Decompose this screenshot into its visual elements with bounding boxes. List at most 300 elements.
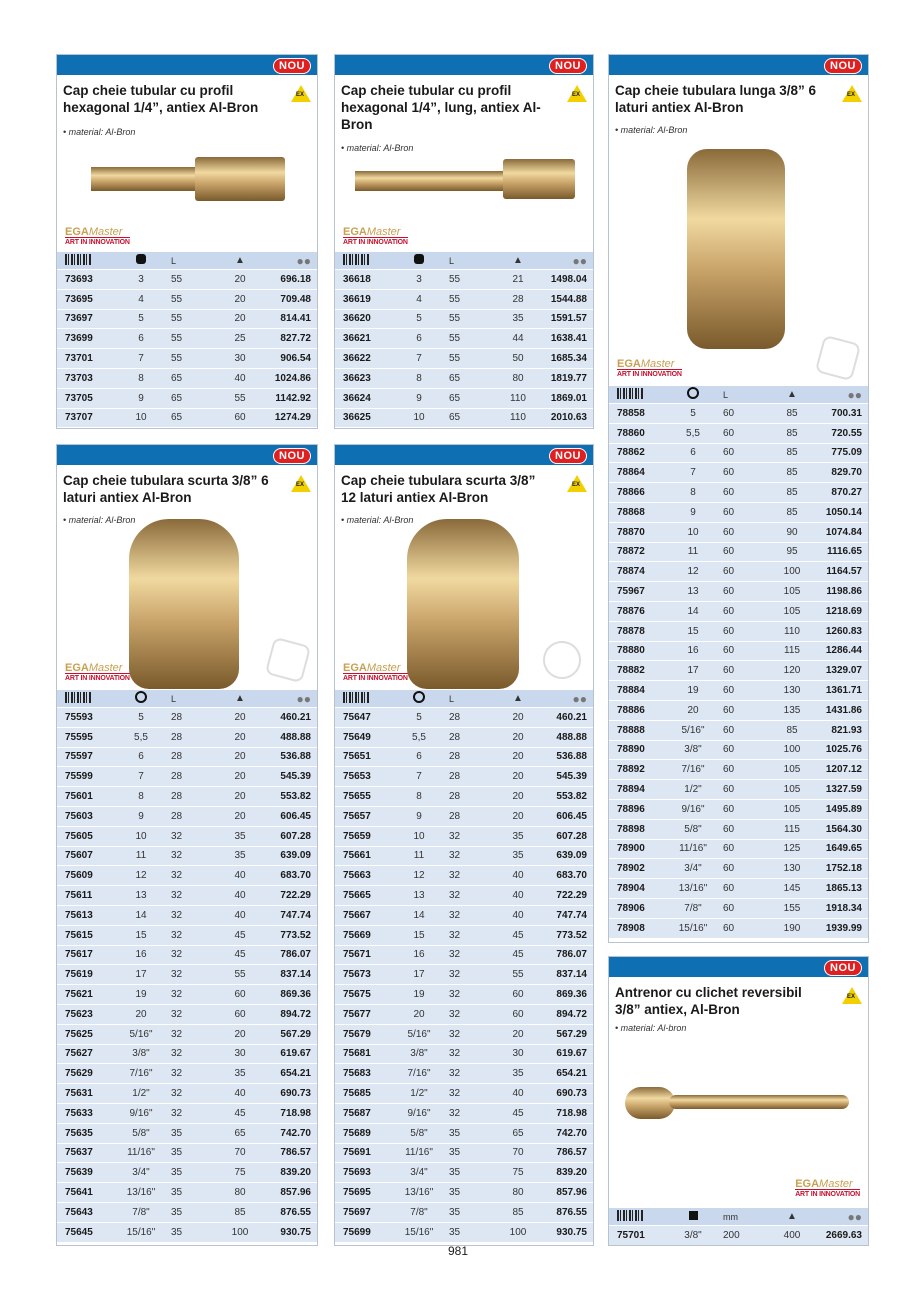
cell-price: 1274.29 — [274, 412, 311, 424]
cell-weight: 35 — [234, 850, 246, 862]
cell-weight: 40 — [512, 890, 524, 902]
cell-size: 10 — [413, 830, 425, 842]
cell-length: 32 — [449, 1068, 461, 1080]
table-row — [609, 641, 868, 661]
table-row — [335, 328, 593, 348]
cell-length: 32 — [449, 830, 461, 842]
cell-length: 60 — [723, 843, 735, 855]
cell-size: 17 — [687, 665, 699, 677]
cell-size: 3/8" — [132, 1048, 150, 1060]
cell-length: 65 — [449, 412, 461, 424]
table-row — [335, 1083, 593, 1103]
cell-length: 32 — [171, 929, 183, 941]
cell-length: 32 — [449, 909, 461, 921]
cell-weight: 40 — [512, 1088, 524, 1100]
weight-icon: ▲ — [235, 693, 245, 704]
cell-weight: 35 — [512, 313, 524, 325]
barcode-icon — [65, 254, 91, 265]
cell-size: 5/16" — [129, 1028, 153, 1040]
cell-length: 65 — [171, 372, 183, 384]
cell-price: 1074.84 — [825, 526, 862, 538]
cell-size: 5 — [416, 711, 422, 723]
cell-size: 15/16" — [678, 922, 708, 934]
cell-price: 722.29 — [556, 890, 587, 902]
cell-price: 1260.83 — [825, 625, 862, 637]
cell-size: 13/16" — [126, 1187, 156, 1199]
cell-length: 28 — [449, 731, 461, 743]
circle-outline-icon — [401, 691, 437, 706]
table-row — [609, 660, 868, 680]
cell-size: 12 — [687, 566, 699, 578]
cell-price: 1431.86 — [825, 704, 862, 716]
cell-length: 55 — [449, 353, 461, 365]
panel-header-bar — [609, 55, 868, 75]
table-row — [57, 348, 317, 368]
cell-price: 1024.86 — [274, 372, 311, 384]
cell-size: 1/2" — [410, 1088, 428, 1100]
cell-weight: 20 — [512, 711, 524, 723]
cell-weight: 70 — [512, 1147, 524, 1159]
product-table — [335, 251, 593, 427]
cell-price: 722.29 — [280, 890, 311, 902]
cell-price: 545.39 — [556, 771, 587, 783]
cell-length: 32 — [449, 1048, 461, 1060]
product-table — [609, 1207, 868, 1245]
cell-size: 9 — [416, 810, 422, 822]
brand-logo: EGAMaster ART IN INNOVATION — [795, 1178, 860, 1198]
cell-weight: 20 — [512, 731, 524, 743]
cell-price: 567.29 — [280, 1028, 311, 1040]
length-header: L — [171, 255, 177, 266]
table-row — [335, 309, 593, 329]
cell-size: 14 — [135, 909, 147, 921]
cell-weight: 80 — [234, 1187, 246, 1199]
cell-code: 78892 — [617, 764, 645, 776]
cell-code: 75699 — [343, 1226, 371, 1238]
cell-weight: 55 — [512, 969, 524, 981]
cell-price: 1865.13 — [825, 883, 862, 895]
table-header — [335, 251, 593, 269]
cell-weight: 35 — [234, 830, 246, 842]
cell-length: 32 — [449, 1028, 461, 1040]
table-row — [609, 720, 868, 740]
table-row — [57, 1083, 317, 1103]
cell-price: 460.21 — [556, 711, 587, 723]
cell-weight: 100 — [783, 566, 801, 578]
cell-weight: 105 — [783, 803, 801, 815]
cell-code: 75669 — [343, 929, 371, 941]
page-number: 981 — [448, 1244, 469, 1258]
cell-weight: 115 — [784, 823, 800, 835]
cell-size: 11 — [135, 850, 147, 862]
cell-price: 639.09 — [556, 850, 587, 862]
cell-price: 1564.30 — [825, 823, 862, 835]
table-row — [57, 1182, 317, 1202]
cell-weight: 80 — [512, 1187, 524, 1199]
cell-size: 7/16" — [407, 1068, 431, 1080]
cell-length: 60 — [723, 487, 735, 499]
cell-code: 78880 — [617, 645, 645, 657]
cell-price: 718.98 — [556, 1107, 587, 1119]
table-row — [609, 918, 868, 938]
cell-length: 55 — [449, 273, 461, 285]
brand-logo: EGAMaster ART IN INNOVATION — [617, 358, 682, 378]
cell-size: 8 — [416, 372, 422, 384]
cell-length: 28 — [449, 711, 461, 723]
table-header — [609, 1207, 868, 1225]
weight-icon: ▲ — [513, 255, 523, 266]
cell-size: 14 — [687, 605, 699, 617]
table-row — [57, 786, 317, 806]
table-row — [335, 1004, 593, 1024]
cell-weight: 20 — [234, 293, 246, 305]
cell-code: 78888 — [617, 724, 645, 736]
atex-warning-icon: EX — [842, 85, 862, 102]
cell-price: 690.73 — [280, 1088, 311, 1100]
cell-length: 35 — [449, 1147, 461, 1159]
cell-weight: 70 — [234, 1147, 246, 1159]
cell-price: 876.55 — [556, 1206, 587, 1218]
cell-code: 78864 — [617, 467, 645, 479]
cell-price: 876.55 — [280, 1206, 311, 1218]
table-row — [335, 1044, 593, 1064]
table-row — [335, 408, 593, 428]
cell-weight: 40 — [234, 372, 246, 384]
brand-logo: EGAMaster ART IN INNOVATION — [65, 662, 130, 682]
cell-price: 607.28 — [280, 830, 311, 842]
cell-code: 36620 — [343, 313, 371, 325]
cell-price: 1050.14 — [825, 506, 862, 518]
atex-warning-icon: EX — [842, 987, 862, 1004]
cell-size: 7 — [416, 353, 422, 365]
cell-price: 683.70 — [556, 870, 587, 882]
cell-price: 1207.12 — [825, 764, 862, 776]
table-row — [609, 878, 868, 898]
cell-weight: 30 — [512, 1048, 524, 1060]
cell-size: 5/8" — [410, 1127, 428, 1139]
cell-size: 6 — [138, 333, 144, 345]
product-title: Cap cheie tubular cu profil hexagonal 1/4”, lung, antiex Al-Bron — [341, 83, 541, 132]
cell-length: 55 — [449, 333, 461, 345]
cell-size: 20 — [413, 1008, 425, 1020]
weight-icon: ▲ — [787, 1211, 797, 1222]
cell-size: 7 — [138, 771, 144, 783]
cell-code: 78902 — [617, 863, 645, 875]
cell-price: 1685.34 — [550, 353, 587, 365]
cell-size: 15/16" — [404, 1226, 434, 1238]
cell-weight: 85 — [786, 427, 798, 439]
cell-length: 60 — [723, 764, 735, 776]
cell-price: 545.39 — [280, 771, 311, 783]
panel-header-bar — [57, 445, 317, 465]
table-header — [57, 251, 317, 269]
cell-size: 12 — [413, 870, 425, 882]
cell-size: 10 — [135, 412, 147, 424]
cell-size: 20 — [687, 704, 699, 716]
cell-length: 28 — [449, 771, 461, 783]
table-row — [609, 522, 868, 542]
cell-length: 60 — [723, 447, 735, 459]
cell-code: 75683 — [343, 1068, 371, 1080]
cell-price: 1591.57 — [550, 313, 587, 325]
table-row — [609, 839, 868, 859]
cell-weight: 85 — [786, 724, 798, 736]
cell-price: 930.75 — [556, 1226, 587, 1238]
cell-weight: 75 — [512, 1167, 524, 1179]
table-row — [609, 799, 868, 819]
product-image — [407, 519, 519, 689]
cell-code: 75629 — [65, 1068, 93, 1080]
cell-code: 75697 — [343, 1206, 371, 1218]
cell-weight: 60 — [234, 989, 246, 1001]
cell-size: 5/8" — [684, 823, 702, 835]
cell-size: 19 — [135, 989, 147, 1001]
new-badge: NOU — [273, 58, 311, 74]
barcode-icon — [617, 1210, 643, 1221]
cell-price: 827.72 — [280, 333, 311, 345]
cell-size: 6 — [416, 333, 422, 345]
cell-weight: 20 — [234, 273, 246, 285]
table-row — [57, 707, 317, 727]
table-row — [57, 1024, 317, 1044]
cell-size: 16 — [413, 949, 425, 961]
cell-code: 78882 — [617, 665, 645, 677]
table-row — [57, 1103, 317, 1123]
cell-length: 32 — [171, 870, 183, 882]
cell-size: 5 — [138, 313, 144, 325]
cell-size: 10 — [413, 412, 425, 424]
cell-length: 60 — [723, 407, 735, 419]
cell-weight: 40 — [512, 909, 524, 921]
new-badge: NOU — [549, 448, 587, 464]
product-image-socket — [503, 159, 575, 199]
cell-length: 32 — [449, 850, 461, 862]
cell-size: 15 — [135, 929, 147, 941]
barcode-icon — [617, 388, 643, 399]
cell-code: 75637 — [65, 1147, 93, 1159]
material-note: • material: Al-Bron — [341, 515, 414, 525]
cell-weight: 40 — [234, 890, 246, 902]
cell-weight: 110 — [510, 412, 526, 424]
cell-length: 32 — [171, 949, 183, 961]
table-row — [57, 368, 317, 388]
cell-length: 60 — [723, 685, 735, 697]
table-row — [609, 502, 868, 522]
cell-code: 75679 — [343, 1028, 371, 1040]
product-image-handle — [669, 1095, 849, 1109]
cell-length: 60 — [723, 605, 735, 617]
cell-length: 32 — [171, 1088, 183, 1100]
cell-size: 5 — [138, 711, 144, 723]
new-badge: NOU — [549, 58, 587, 74]
cell-code: 36625 — [343, 412, 371, 424]
cell-length: 32 — [449, 949, 461, 961]
cell-code: 75627 — [65, 1048, 93, 1060]
cell-size: 7/8" — [132, 1206, 150, 1218]
cell-price: 839.20 — [556, 1167, 587, 1179]
cell-length: 60 — [723, 724, 735, 736]
cell-size: 4 — [138, 293, 144, 305]
table-row — [335, 806, 593, 826]
cell-length: 28 — [171, 810, 183, 822]
cell-length: 60 — [723, 744, 735, 756]
cell-length: 35 — [449, 1226, 461, 1238]
cell-weight: 45 — [234, 949, 246, 961]
cell-size: 17 — [413, 969, 425, 981]
product-image — [687, 149, 785, 349]
cell-price: 553.82 — [280, 791, 311, 803]
cell-length: 60 — [723, 704, 735, 716]
table-row — [57, 1123, 317, 1143]
cell-price: 747.74 — [556, 909, 587, 921]
cell-code: 78860 — [617, 427, 645, 439]
cell-weight: 190 — [783, 922, 801, 934]
cell-code: 78886 — [617, 704, 645, 716]
cell-size: 11/16" — [127, 1147, 155, 1159]
cell-weight: 45 — [234, 929, 246, 941]
cell-price: 1327.59 — [825, 784, 862, 796]
cell-code: 75701 — [617, 1229, 645, 1241]
cell-length: 35 — [171, 1187, 183, 1199]
cell-length: 60 — [723, 427, 735, 439]
cell-weight: 130 — [783, 685, 801, 697]
cell-size: 7/8" — [684, 902, 702, 914]
cell-code: 75659 — [343, 830, 371, 842]
cell-code: 75631 — [65, 1088, 93, 1100]
cell-weight: 155 — [783, 902, 801, 914]
cell-length: 55 — [449, 293, 461, 305]
table-row — [57, 885, 317, 905]
cell-length: 55 — [171, 313, 183, 325]
cell-weight: 40 — [512, 870, 524, 882]
cell-code: 75651 — [343, 751, 371, 763]
cell-size: 5 — [416, 313, 422, 325]
cell-length: 35 — [171, 1147, 183, 1159]
cell-code: 75633 — [65, 1107, 93, 1119]
product-panel-ratchet — [608, 956, 869, 1246]
cell-length: 35 — [449, 1206, 461, 1218]
table-row — [57, 766, 317, 786]
table-row — [57, 984, 317, 1004]
cell-price: 1025.76 — [825, 744, 862, 756]
table-row — [57, 269, 317, 289]
cell-length: 28 — [449, 810, 461, 822]
cell-weight: 20 — [512, 1028, 524, 1040]
cell-length: 35 — [449, 1127, 461, 1139]
cell-price: 1495.89 — [825, 803, 862, 815]
table-row — [57, 865, 317, 885]
cell-length: 55 — [171, 333, 183, 345]
cell-size: 9 — [138, 810, 144, 822]
cell-length: 32 — [171, 969, 183, 981]
cell-size: 17 — [135, 969, 147, 981]
cell-size: 5,5 — [686, 427, 700, 439]
cell-length: 60 — [723, 467, 735, 479]
cell-length: 32 — [171, 989, 183, 1001]
product-title: Cap cheie tubulara scurta 3/8” 12 laturi antiex Al-Bron — [341, 473, 536, 505]
product-title: Cap cheie tubular cu profil hexagonal 1/4”, antiex Al-Bron — [63, 83, 259, 115]
cell-size: 10 — [135, 830, 147, 842]
cell-size: 12 — [135, 870, 147, 882]
table-row — [335, 984, 593, 1004]
cell-size: 3/4" — [132, 1167, 150, 1179]
product-panel-long-socket — [608, 54, 869, 943]
cell-weight: 45 — [512, 929, 524, 941]
cell-code: 78878 — [617, 625, 645, 637]
cell-code: 75681 — [343, 1048, 371, 1060]
cell-weight: 105 — [783, 764, 801, 776]
cell-price: 1869.01 — [550, 392, 587, 404]
table-row — [57, 806, 317, 826]
cell-size: 5 — [690, 407, 696, 419]
cell-price: 720.55 — [831, 427, 862, 439]
weight-icon: ▲ — [787, 389, 797, 400]
cell-weight: 20 — [234, 810, 246, 822]
table-header — [335, 689, 593, 707]
cell-weight: 35 — [512, 830, 524, 842]
cell-price: 869.36 — [556, 989, 587, 1001]
circle-outline-icon — [123, 691, 159, 706]
cell-size: 6 — [416, 751, 422, 763]
cell-code: 78900 — [617, 843, 645, 855]
cell-price: 837.14 — [280, 969, 311, 981]
cell-price: 553.82 — [556, 791, 587, 803]
cell-price: 700.31 — [831, 407, 862, 419]
cell-length: 32 — [171, 1107, 183, 1119]
table-row — [57, 964, 317, 984]
cell-length: 35 — [449, 1167, 461, 1179]
cell-size: 3/4" — [410, 1167, 428, 1179]
cell-price: 1116.65 — [826, 546, 862, 558]
cell-weight: 40 — [234, 870, 246, 882]
cell-price: 567.29 — [556, 1028, 587, 1040]
cell-code: 36621 — [343, 333, 371, 345]
cell-weight: 145 — [783, 883, 801, 895]
cell-code: 75621 — [65, 989, 93, 1001]
table-row — [57, 1063, 317, 1083]
cell-size: 13 — [687, 586, 699, 598]
cell-length: 28 — [171, 711, 183, 723]
cell-weight: 120 — [783, 665, 801, 677]
product-table — [335, 689, 593, 1242]
cell-weight: 130 — [783, 863, 801, 875]
cell-price: 1819.77 — [550, 372, 587, 384]
table-row — [609, 462, 868, 482]
cell-code: 75639 — [65, 1167, 93, 1179]
table-row — [609, 680, 868, 700]
cell-code: 73699 — [65, 333, 93, 345]
table-row — [335, 1024, 593, 1044]
table-row — [335, 1222, 593, 1242]
length-header: L — [723, 389, 729, 400]
cell-weight: 115 — [784, 645, 800, 657]
material-note: • material: Al-Bron — [341, 143, 414, 153]
cell-code: 36624 — [343, 392, 371, 404]
table-row — [335, 905, 593, 925]
cell-size: 5,5 — [134, 731, 148, 743]
price-coins-icon: ●● — [296, 253, 311, 268]
product-title: Antrenor cu clichet reversibil 3/8” antiex, Al-Bron — [615, 985, 802, 1017]
table-row — [335, 786, 593, 806]
cell-price: 786.57 — [280, 1147, 311, 1159]
cell-price: 906.54 — [280, 353, 311, 365]
cell-length: 28 — [171, 771, 183, 783]
cell-length: 32 — [449, 969, 461, 981]
cell-price: 639.09 — [280, 850, 311, 862]
table-row — [57, 309, 317, 329]
cell-price: 607.28 — [556, 830, 587, 842]
cell-price: 1752.18 — [825, 863, 862, 875]
